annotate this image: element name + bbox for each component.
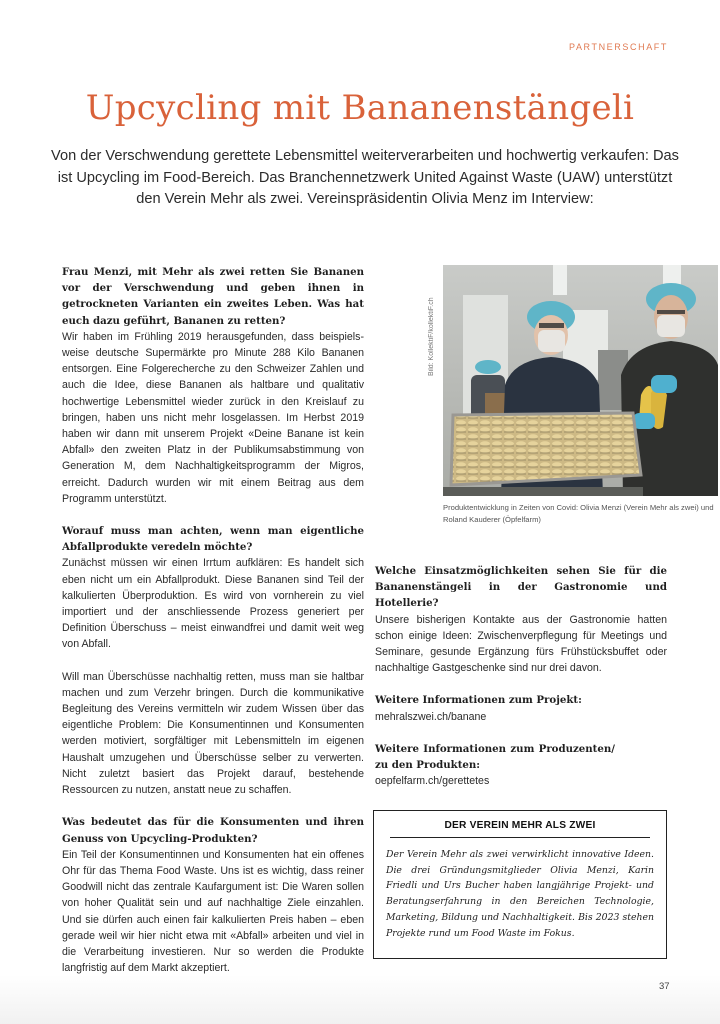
right-column	[375, 563, 667, 789]
interview-answer-3: Ein Teil der Konsumentinnen und Konsumenten hat ein offenes Ohr für das Thema Food Waste. Uns ist es wichtig, dass reiner Goodwill nicht das zentrale Kaufargument ist: Die Waren sollen von hoher Qualität sein und auf nachhaltige Ziele einzahlen. Und sie dürfen auch einen fair kalkulierten Preis haben – eben gerade weil wir hier nicht etwa mit «Abfall» arbeiten und viel in die Verarbeitung investieren. Nur so werden die Produkte langfristig auf dem Markt akzeptiert.	[62, 848, 364, 975]
info-box	[373, 810, 667, 959]
info-box-text: Der Verein Mehr als zwei verwirklicht innovative Ideen. Die drei Gründungsmitglieder Olivia Menzi, Karin Friedli und Urs Bucher haben langjährige Projekt- und Beratungserfahrung in den Bereichen Technologie, Marketing, Bildung und Nachhaltigkeit. Bis 2023 stehen Projekte rund um Food Waste im Fokus.	[386, 849, 654, 939]
interview-question-2: Worauf muss man achten, wenn man eigentliche Abfallprodukte veredeln möchte?	[62, 525, 364, 554]
section-tag: PARTNERSCHAFT	[569, 42, 668, 52]
page-bottom-shade	[0, 975, 720, 1024]
more-info-project-label: Weitere Informationen zum Projekt:	[375, 694, 582, 707]
interview-question-1: Frau Menzi, mit Mehr als zwei retten Sie Bananen vor der Verschwendung und geben ihnen in getrockneten Varianten ein zweites Leben. Was hat euch dazu geführt, Bananen zu retten?	[62, 266, 364, 327]
page-number: 37	[659, 981, 670, 992]
photo-caption: Produktentwicklung in Zeiten von Covid: Olivia Menzi (Verein Mehr als zwei) und Roland Kauderer (Öpfelfarm)	[443, 503, 714, 524]
left-column	[62, 264, 364, 976]
interview-question-3: Was bedeutet das für die Konsumenten und ihren Genuss von Upcycling-Produkten?	[62, 816, 364, 845]
interview-question-4: Welche Einsatzmöglichkeiten sehen Sie für die Bananenstängeli in der Gastronomie und Hotellerie?	[375, 565, 667, 610]
more-info-producer-link[interactable]: oepfelfarm.ch/gerettetes	[375, 775, 490, 788]
interview-answer-4: Unsere bisherigen Kontakte aus der Gastronomie hatten schon einige Ideen: Zwischenverpflegung für Meetings und Seminare, gesunde Ergänzung fürs Frühstücksbuffet oder nachhaltige Gastgeschenke sind nur drei davon.	[375, 613, 667, 675]
photo-credit: Bild: KollektiF/kollektiF.ch	[428, 297, 435, 376]
interview-answer-1: Wir haben im Frühling 2019 herausgefunden, dass beispielsweise deutsche Supermärkte pro Minute 288 Kilo Bananen entsorgen. Eine Folgerecherche zu den Schweizer Zahlen und auch die Idee, diese Bananen als haltbare und qualitativ hochwertige Lebensmittel wieder zurück in den Kreislauf zu bringen, haben uns nicht mehr losgelassen. Im Herbst 2019 haben wir dann mit unserem Projekt «Deine Banane ist kein Abfall» den zweiten Platz in der Publikumsabstimmung von Generation M, dem Nachhaltigkeitsprogramm der Migros, erreicht. Dadurch wurden wir mit einem Beitrag aus dem Programm unterstützt.	[62, 330, 364, 505]
interview-answer-2a: Zunächst müssen wir einen Irrtum aufklären: Es handelt sich eben nicht um ein Abfallprodukt. Diese Bananen sind Teil der kalkulierten Überproduktion. Es wird von vornherein zu viel importiert und der anschliessende Prozess generiert per Definition Überschuss – meist einwandfrei und damit weit weg von Abfall.	[62, 557, 364, 651]
lead-paragraph: Von der Verschwendung gerettete Lebensmittel weiterverarbeiten und hochwertig verkaufen: Das ist Upcycling im Food-Bereich. Das Branchennetzwerk United Against Waste (UAW) unterstützt den Verein Mehr als zwei. Vereinspräsidentin Olivia Menz im Interview:	[51, 148, 679, 207]
more-info-project-link[interactable]: mehralszwei.ch/banane	[375, 710, 487, 723]
page-title: Upcycling mit Bananenstängeli	[85, 88, 635, 128]
photo-illustration	[443, 265, 718, 496]
more-info-producer-label: Weitere Informationen zum Produzenten/ zu den Produkten:	[375, 742, 615, 772]
article-photo	[443, 265, 718, 496]
interview-answer-2b: Will man Überschüsse nachhaltig retten, muss man sie haltbar machen und zum Verzehr bringen. Durch die kommunikative Begleitung des Vereins vermitteln wir zudem Wissen über das eigentliche Problem: Die Konsumentinnen und Konsumenten werden motiviert, sorgfältiger mit Lebensmitteln im eigenen Haushalt umzugehen und Überschüsse selber zu verwerten. Nicht zuletzt basiert das Projekt darauf, bestehende Ressourcen zu nutzen, anstatt neue zu schaffen.	[62, 670, 364, 797]
info-box-title: DER VEREIN MEHR ALS ZWEI	[390, 820, 650, 838]
